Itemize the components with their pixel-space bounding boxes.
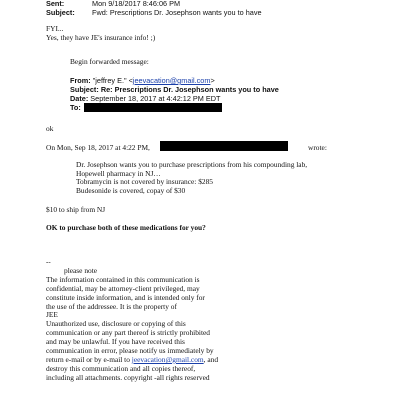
disclaimer-line: confidential, may be attorney-client privileged, may: [46, 284, 200, 293]
forwarded-subject-value: Re: Prescriptions Dr. Josephson wants you to have: [100, 85, 279, 94]
intro-line-2: Yes, they have JE's insurance info! ;): [46, 33, 156, 42]
sent-value: Mon 9/18/2017 8:46:06 PM: [92, 0, 181, 8]
forwarded-subject-row: [70, 85, 279, 94]
sent-label: Sent:: [46, 0, 65, 8]
forwarded-from-label: From:: [70, 76, 91, 85]
quoted-line-3: Tobramycin is not covered by insurance: $285: [76, 177, 213, 186]
reply-ok: ok: [46, 124, 54, 133]
forwarded-date-row: [70, 94, 221, 103]
forwarded-subject-label: Subject:: [70, 85, 99, 94]
disclaimer-line: communication in error, please notify us immediately by: [46, 346, 214, 355]
disclaimer-return-line: [46, 355, 218, 364]
subject-label: Subject:: [46, 8, 75, 17]
subject-value: Fwd: Prescriptions Dr. Josephson wants you to have: [92, 8, 262, 17]
forwarded-to-row: [70, 103, 81, 112]
return-suffix: , and: [203, 355, 219, 364]
return-email-link[interactable]: jeevacation@gmail.com: [131, 355, 204, 364]
sent-row: [46, 0, 180, 8]
subject-row: [46, 8, 262, 17]
quoted-line-4: Budesonide is covered, copay of $30: [76, 186, 186, 195]
purchase-question: OK to purchase both of these medications for you?: [46, 223, 206, 232]
disclaimer-line: the use of the addressee. It is the property of: [46, 302, 177, 311]
quoted-line-2: Hopewell pharmacy in NJ…: [76, 169, 161, 178]
please-note: please note: [64, 266, 98, 275]
begin-forwarded: Begin forwarded message:: [70, 57, 149, 66]
disclaimer-line: including all attachments. copyright -all rights reserved: [46, 373, 210, 382]
disclaimer-line: JEE: [46, 310, 58, 319]
reply-wrote: wrote:: [308, 143, 327, 152]
disclaimer-line: The information contained in this communication is: [46, 275, 200, 284]
forwarded-date-value: September 18, 2017 at 4:42:12 PM EDT: [90, 94, 221, 103]
quoted-line-1: Dr. Josephson wants you to purchase prescriptions from his compounding lab,: [76, 160, 308, 169]
redaction-box: [160, 141, 288, 151]
forwarded-from-name: "jeffrey E." <: [92, 76, 133, 85]
disclaimer-line: communication or any part thereof is strictly prohibited: [46, 328, 210, 337]
disclaimer-line: constitute inside information, and is intended only for: [46, 293, 205, 302]
disclaimer-line: destroy this communication and all copies thereof,: [46, 364, 196, 373]
redaction-box: [84, 103, 222, 112]
return-prefix: return e-mail or by e-mail to: [46, 355, 132, 364]
disclaimer-line: and may be unlawful. If you have received this: [46, 337, 185, 346]
forwarded-date-label: Date:: [70, 94, 89, 103]
forwarded-from-email-link[interactable]: jeevacation@gmail.com: [132, 76, 211, 85]
forwarded-from-row: [70, 76, 215, 85]
signature-dashes: --: [46, 258, 51, 266]
shipping-note: $10 to ship from NJ: [46, 205, 106, 214]
intro-line-1: FYI...: [46, 24, 64, 33]
forwarded-to-label: To:: [70, 103, 81, 112]
forwarded-from-close: >: [210, 76, 215, 85]
reply-on-prefix: On Mon, Sep 18, 2017 at 4:22 PM,: [46, 143, 150, 152]
disclaimer-line: Unauthorized use, disclosure or copying of this: [46, 319, 186, 328]
